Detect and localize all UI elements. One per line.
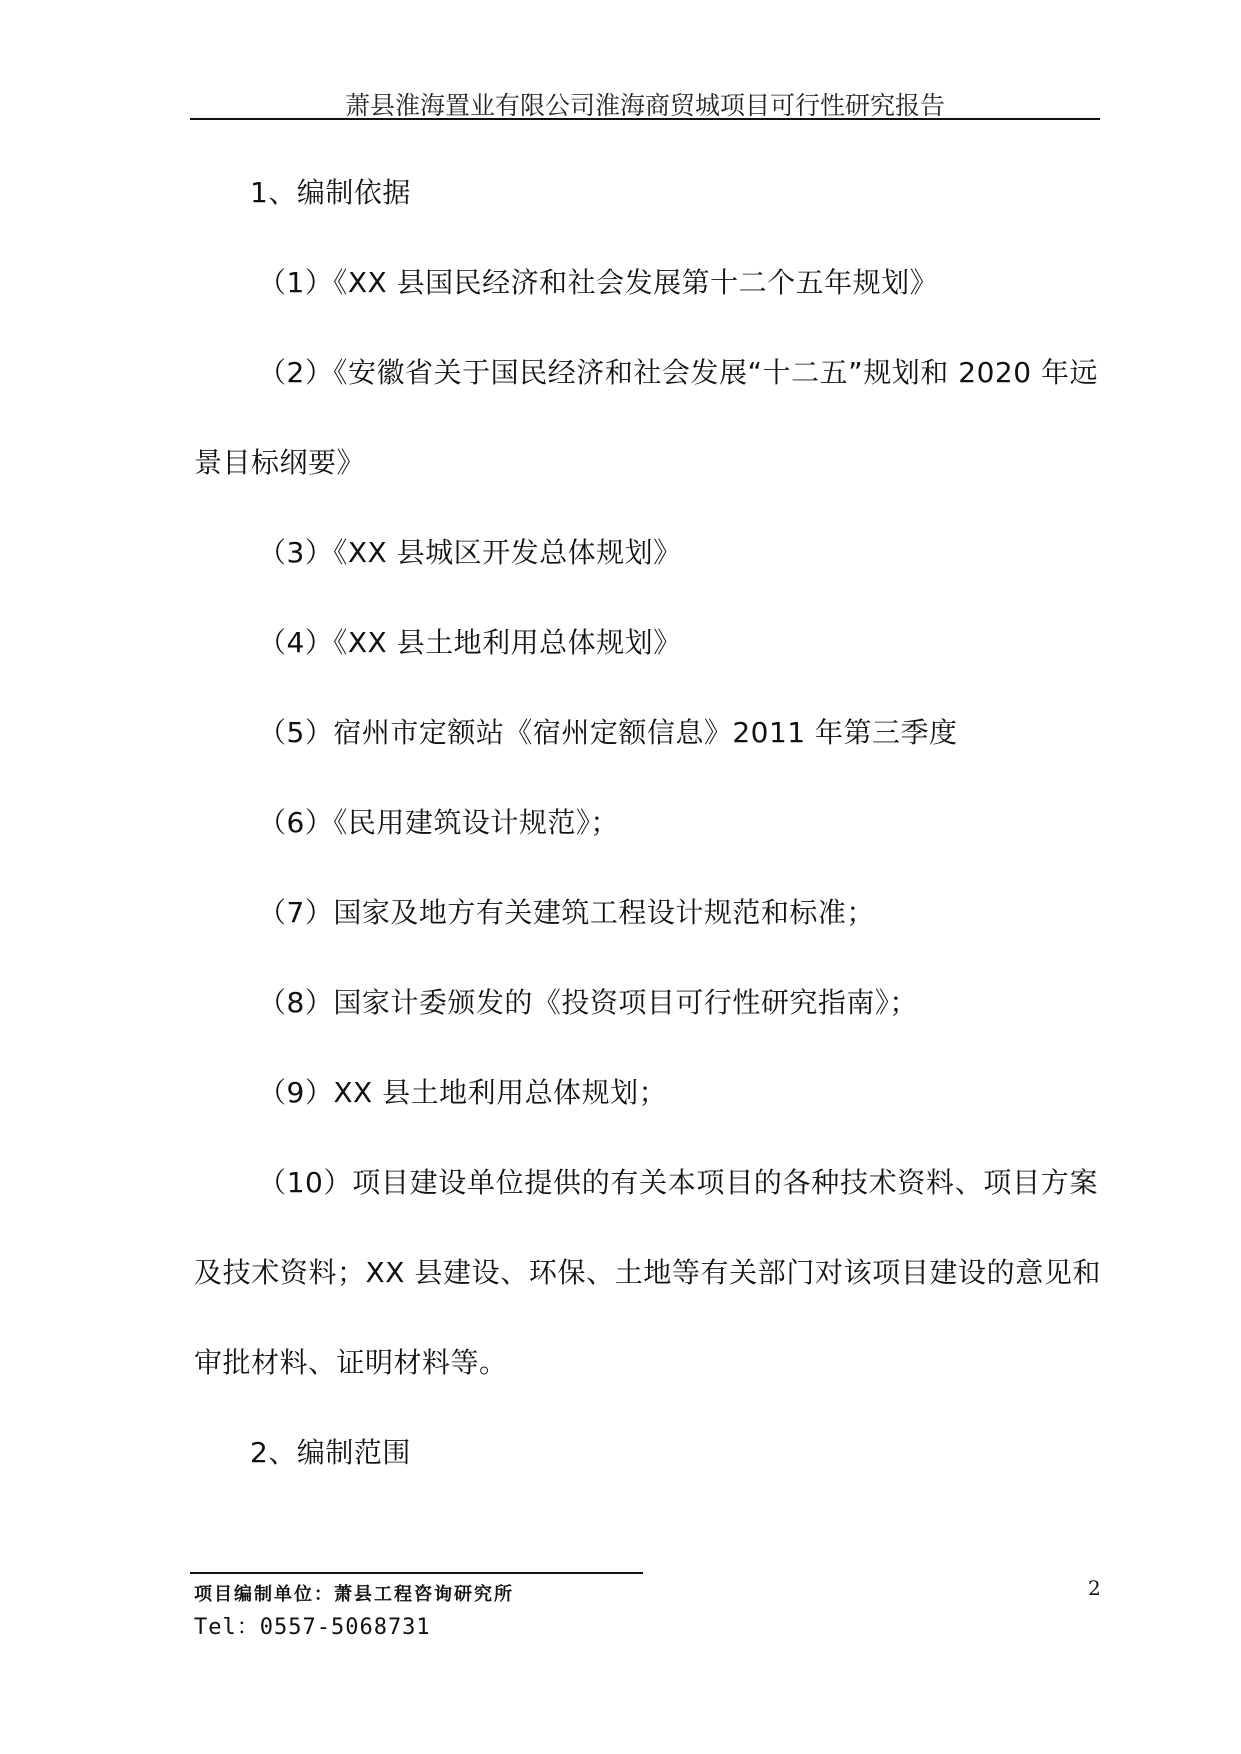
reference-item-continuation: 审批材料、证明材料等。 [194,1346,508,1379]
section-heading: 2、编制范围 [250,1436,411,1469]
reference-item: （3）《XX 县城区开发总体规划》 [258,536,682,569]
reference-item: （8）国家计委颁发的《投资项目可行性研究指南》； [258,986,918,1019]
section-heading: 1、编制依据 [250,176,411,209]
reference-item: （7）国家及地方有关建筑工程设计规范和标准； [258,896,875,929]
reference-item-continuation: 及技术资料；XX 县建设、环保、土地等有关部门对该项目建设的意见和 [194,1256,1101,1289]
header-divider [190,118,1100,120]
footer-tel: Tel：0557-5068731 [194,1615,431,1640]
reference-item: （10）项目建设单位提供的有关本项目的各种技术资料、项目方案 [258,1166,1098,1199]
footer-divider [190,1572,643,1574]
footer-unit: 项目编制单位：萧县工程咨询研究所 [194,1584,514,1605]
reference-item: （9）XX 县土地利用总体规划； [258,1076,668,1109]
reference-item: （4）《XX 县土地利用总体规划》 [258,626,682,659]
reference-item-continuation: 景目标纲要》 [194,446,366,479]
reference-item: （1）《XX 县国民经济和社会发展第十二个五年规划》 [258,266,939,299]
page-number: 2 [1088,1576,1101,1600]
reference-item: （6）《民用建筑设计规范》； [258,806,619,839]
reference-item: （2）《安徽省关于国民经济和社会发展“十二五”规划和 2020 年远 [258,356,1098,389]
reference-item: （5）宿州市定额站《宿州定额信息》2011 年第三季度 [258,716,958,749]
page-header-title: 萧县淮海置业有限公司淮海商贸城项目可行性研究报告 [344,91,945,120]
